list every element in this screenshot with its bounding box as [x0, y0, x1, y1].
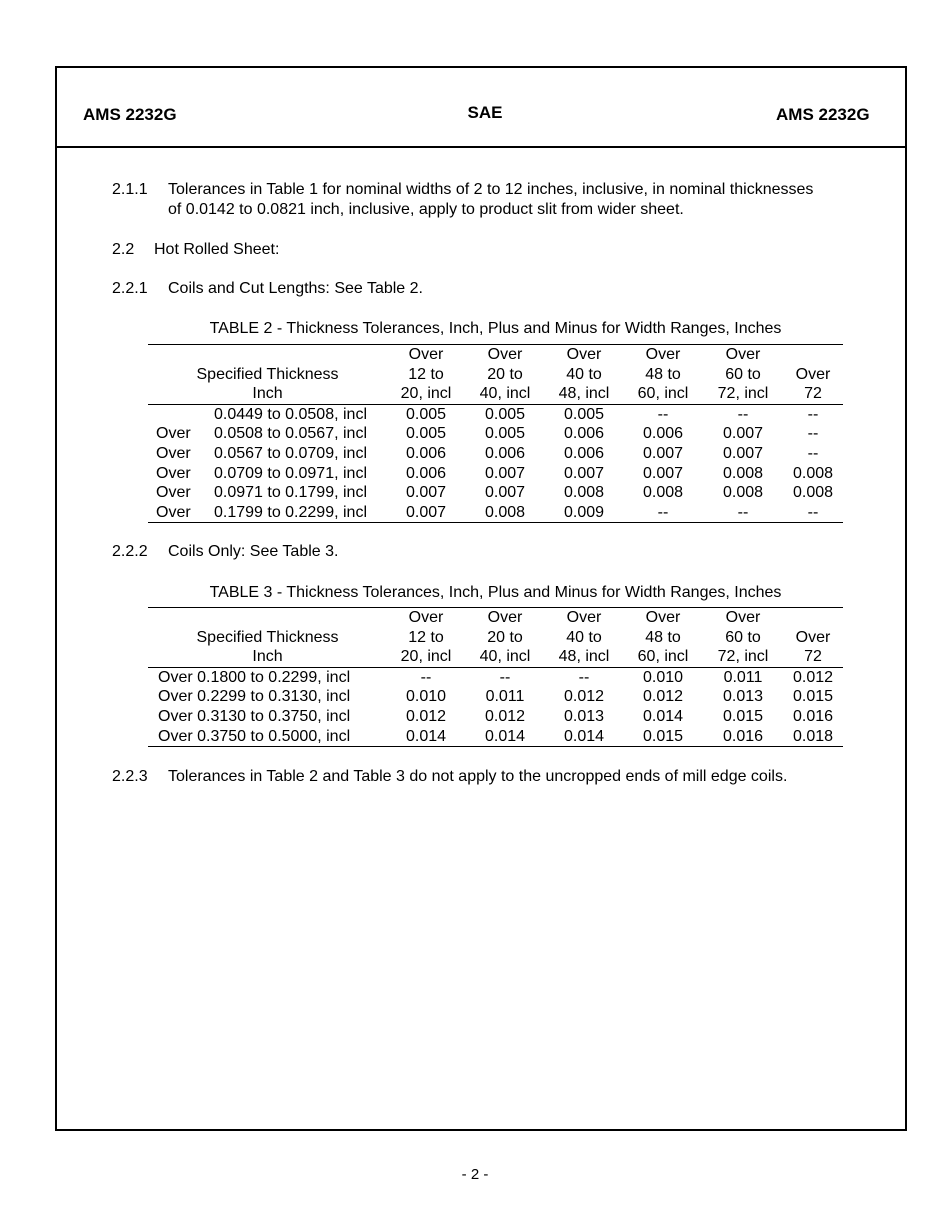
tolerance-cell: 0.016	[792, 707, 834, 725]
table-header-row	[148, 365, 843, 385]
thickness-range-cell	[148, 707, 387, 727]
column-header: Over	[465, 345, 545, 365]
tolerance-cell: 0.007	[642, 464, 684, 482]
tolerance-cell: 0.018	[783, 727, 843, 747]
tolerance-cell: --	[578, 668, 590, 686]
tolerance-cell: 0.014	[387, 727, 465, 747]
tolerance-cell: 0.014	[545, 727, 623, 747]
table2-title: TABLE 2 - Thickness Tolerances, Inch, Plus and Minus for Width Ranges, Inches	[209, 320, 782, 337]
tolerance-cell: 0.015	[722, 707, 764, 725]
tolerance-cell: 0.010	[405, 688, 447, 706]
column-header: Over	[795, 628, 831, 646]
column-header: 20 to	[487, 365, 523, 383]
table-row	[148, 503, 843, 523]
table-row	[148, 424, 843, 444]
tolerance-cell: 0.007	[722, 444, 764, 462]
tolerance-cell: --	[783, 503, 843, 523]
section-2-1-1-line1: Tolerances in Table 1 for nominal widths of 2 to 12 inches, inclusive, in nominal thicknesses	[168, 181, 814, 198]
column-header	[148, 608, 387, 628]
table3-title: TABLE 3 - Thickness Tolerances, Inch, Plus and Minus for Width Ranges, Inches	[209, 584, 782, 601]
table-row	[148, 483, 843, 503]
tolerance-cell: --	[807, 444, 819, 462]
tolerance-cell: 0.005	[484, 425, 526, 443]
column-header: 48, incl	[545, 384, 623, 404]
tolerance-cell: 0.012	[563, 688, 605, 706]
range-prefix: Over	[156, 425, 191, 443]
tolerance-cell: 0.008	[722, 484, 764, 502]
tolerance-cell: 0.008	[642, 484, 684, 502]
column-header: 48 to	[645, 628, 681, 646]
header-org: SAE	[467, 103, 503, 122]
column-header: 12 to	[408, 365, 444, 383]
thickness-range-cell	[148, 483, 387, 503]
range-text: Over 0.3750 to 0.5000, incl	[158, 727, 351, 745]
tolerance-cell: 0.011	[485, 688, 525, 706]
range-text: 0.0709 to 0.0971, incl	[213, 464, 367, 482]
section-number-2-2-3: 2.2.3	[112, 768, 148, 785]
range-text: Over 0.1800 to 0.2299, incl	[158, 668, 351, 686]
tolerance-cell: 0.016	[703, 727, 783, 747]
range-text: Over 0.2299 to 0.3130, incl	[158, 688, 351, 706]
tolerance-cell: 0.006	[563, 425, 605, 443]
tolerance-cell: --	[657, 405, 669, 423]
range-text: 0.0508 to 0.0567, incl	[213, 425, 367, 443]
thickness-range-cell	[148, 404, 387, 424]
tolerance-cell: 0.011	[723, 668, 763, 686]
tolerance-cell: 0.005	[563, 405, 605, 423]
table-row	[148, 667, 843, 687]
tolerance-cell: --	[420, 668, 432, 686]
tolerance-cell: 0.015	[792, 688, 834, 706]
column-header	[148, 345, 387, 365]
tolerance-cell: 0.014	[642, 707, 684, 725]
range-prefix: Over	[156, 503, 191, 521]
table3	[148, 607, 843, 747]
tolerance-cell: 0.013	[563, 707, 605, 725]
column-header: Over	[387, 345, 465, 365]
table-row	[148, 727, 843, 747]
table-header-row	[148, 608, 843, 628]
section-number-2-1-1: 2.1.1	[112, 181, 148, 198]
tolerance-cell: 0.015	[623, 727, 703, 747]
column-header: 40, incl	[465, 384, 545, 404]
column-header: Over	[623, 608, 703, 628]
range-prefix: Over	[156, 444, 191, 462]
range-prefix: Over	[156, 484, 191, 502]
tolerance-cell: 0.010	[642, 668, 684, 686]
range-text: 0.0567 to 0.0709, incl	[213, 444, 367, 462]
table-row	[148, 464, 843, 484]
tolerance-cell: 0.006	[563, 444, 605, 462]
tolerance-cell: 0.008	[563, 484, 605, 502]
page-number: - 2 -	[461, 1166, 489, 1183]
column-header: 60, incl	[623, 647, 703, 667]
column-header: Over	[703, 608, 783, 628]
column-header: Over	[623, 345, 703, 365]
tolerance-cell: 0.008	[465, 503, 545, 523]
section-number-2-2: 2.2	[112, 241, 135, 258]
column-header: 48, incl	[545, 647, 623, 667]
column-header: 48 to	[645, 365, 681, 383]
table-row	[148, 404, 843, 424]
tolerance-cell: 0.005	[484, 405, 526, 423]
section-2-2-3-text: Tolerances in Table 2 and Table 3 do not apply to the uncropped ends of mill edge coils.	[168, 768, 788, 785]
column-header: 40 to	[566, 628, 602, 646]
thickness-range-cell	[148, 667, 387, 687]
column-header	[783, 608, 843, 628]
header-doc-id-left: AMS 2232G	[83, 105, 177, 124]
column-header: Inch	[148, 384, 387, 404]
tolerance-cell: 0.012	[792, 668, 834, 686]
tolerance-cell: 0.007	[387, 503, 465, 523]
column-header: Over	[387, 608, 465, 628]
tolerance-cell: 0.007	[722, 425, 764, 443]
tolerance-cell: 0.014	[465, 727, 545, 747]
table-header-row	[148, 647, 843, 667]
table2	[148, 344, 843, 523]
tolerance-cell: --	[737, 405, 749, 423]
header-doc-id-right: AMS 2232G	[776, 105, 870, 124]
range-prefix: Over	[156, 464, 191, 482]
range-text: 0.0449 to 0.0508, incl	[213, 405, 367, 423]
thickness-range-cell	[148, 687, 387, 707]
tolerance-cell: 0.013	[722, 688, 764, 706]
column-header: 60 to	[725, 628, 761, 646]
tolerance-cell: 0.008	[792, 484, 834, 502]
tolerance-cell: 0.012	[405, 707, 447, 725]
tolerance-cell: 0.007	[484, 484, 526, 502]
column-header: Over	[545, 345, 623, 365]
column-header: 72	[783, 647, 843, 667]
section-2-2-1-text: Coils and Cut Lengths: See Table 2.	[168, 280, 423, 297]
thickness-range-cell	[148, 424, 387, 444]
column-header: 20 to	[487, 628, 523, 646]
tolerance-cell: 0.008	[722, 464, 764, 482]
column-header: 72, incl	[703, 647, 783, 667]
tolerance-cell: 0.012	[484, 707, 526, 725]
tolerance-cell: 0.012	[642, 688, 684, 706]
range-text: Over 0.3130 to 0.3750, incl	[158, 707, 351, 725]
section-number-2-2-2: 2.2.2	[112, 543, 148, 560]
tolerance-cell: 0.007	[405, 484, 447, 502]
tolerance-cell: 0.006	[484, 444, 526, 462]
table-row	[148, 687, 843, 707]
table-header-row	[148, 345, 843, 365]
tolerance-cell: 0.006	[405, 444, 447, 462]
column-header: 20, incl	[387, 647, 465, 667]
section-2-2-text: Hot Rolled Sheet:	[154, 241, 280, 258]
tolerance-cell: 0.006	[642, 425, 684, 443]
column-header: 72, incl	[703, 384, 783, 404]
tolerance-cell: 0.007	[484, 464, 526, 482]
table-header-row	[148, 384, 843, 404]
column-header: 60 to	[725, 365, 761, 383]
column-header	[783, 345, 843, 365]
column-header: Specified Thickness	[196, 365, 339, 383]
tolerance-cell: 0.007	[563, 464, 605, 482]
column-header: Over	[545, 608, 623, 628]
thickness-range-cell	[148, 464, 387, 484]
tolerance-cell: --	[499, 668, 511, 686]
tolerance-cell: 0.008	[792, 464, 834, 482]
table-header-row	[148, 628, 843, 648]
tolerance-cell: 0.009	[545, 503, 623, 523]
tolerance-cell: --	[807, 425, 819, 443]
tolerance-cell: --	[623, 503, 703, 523]
column-header: Over	[703, 345, 783, 365]
column-header: Specified Thickness	[196, 628, 339, 646]
column-header: 60, incl	[623, 384, 703, 404]
tolerance-cell: 0.005	[405, 405, 447, 423]
tolerance-cell: 0.007	[642, 444, 684, 462]
tolerance-cell: --	[703, 503, 783, 523]
tolerance-cell: --	[807, 405, 819, 423]
thickness-range-cell	[148, 503, 387, 523]
column-header: 40 to	[566, 365, 602, 383]
column-header: Over	[465, 608, 545, 628]
tolerance-cell: 0.005	[405, 425, 447, 443]
column-header: 72	[783, 384, 843, 404]
table-row	[148, 444, 843, 464]
table-row	[148, 707, 843, 727]
column-header: Over	[795, 365, 831, 383]
section-number-2-2-1: 2.2.1	[112, 280, 148, 297]
column-header: 20, incl	[387, 384, 465, 404]
column-header: Inch	[148, 647, 387, 667]
section-2-1-1-line2: of 0.0142 to 0.0821 inch, inclusive, apply to product slit from wider sheet.	[168, 201, 684, 218]
column-header: 40, incl	[465, 647, 545, 667]
tolerance-cell: 0.006	[405, 464, 447, 482]
range-text: 0.1799 to 0.2299, incl	[213, 503, 367, 521]
section-2-2-2-text: Coils Only: See Table 3.	[168, 543, 339, 560]
range-text: 0.0971 to 0.1799, incl	[213, 484, 367, 502]
thickness-range-cell	[148, 444, 387, 464]
thickness-range-cell	[148, 727, 387, 747]
header-divider	[55, 146, 907, 148]
column-header: 12 to	[408, 628, 444, 646]
